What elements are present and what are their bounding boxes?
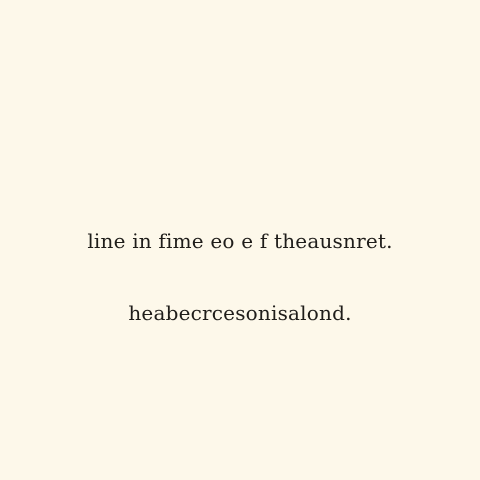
text-line-1: line in fime eo e f theausnret. xyxy=(87,229,393,253)
text-line-2: heabecrcesonisalond. xyxy=(128,301,352,325)
